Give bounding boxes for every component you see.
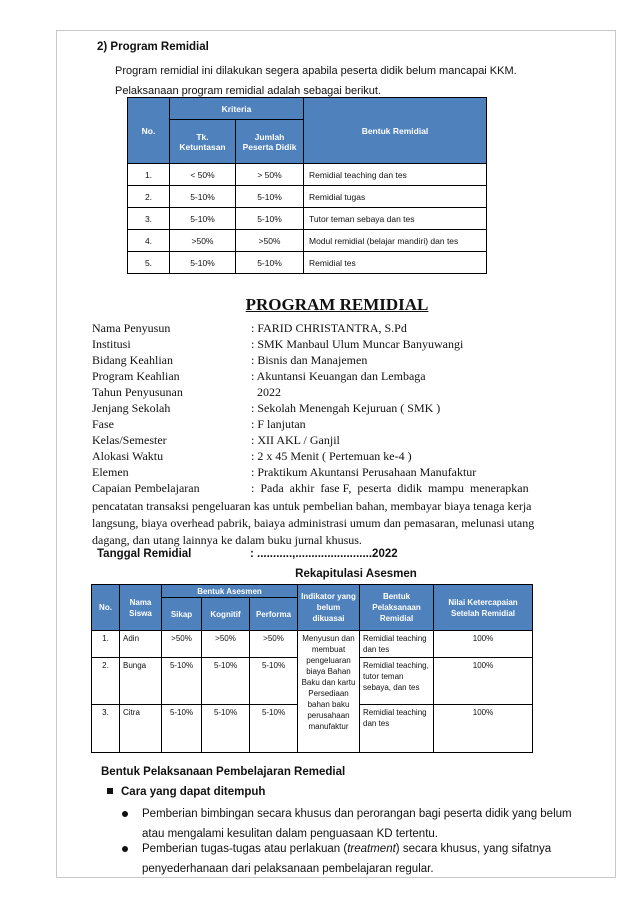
info-label: Bidang Keahlian xyxy=(92,353,173,367)
criteria-row xyxy=(128,186,487,208)
bullet-dot-icon xyxy=(122,811,128,817)
info-label: Institusi xyxy=(92,337,131,351)
assess-cell-bentuk: Remidial teaching, tutor teman sebaya, dan tes xyxy=(360,658,434,705)
criteria-cell-bentuk: Remidial teaching dan tes xyxy=(304,164,487,186)
criteria-cell-jumlah: 5-10% xyxy=(236,252,304,274)
assess-header-bentuk-pelaksanaan: Bentuk Pelaksanaan Remidial xyxy=(360,585,434,631)
assess-header-bentuk-asesmen: Bentuk Asesmen xyxy=(162,585,298,598)
assess-cell-kognitif: 5-10% xyxy=(202,705,250,753)
info-value: : XII AKL / Ganjil xyxy=(251,433,340,447)
assess-cell-performa: 5-10% xyxy=(250,705,298,753)
intro-line-2: Pelaksanaan program remidial adalah sebagai berikut. xyxy=(115,85,381,97)
assess-cell-performa: >50% xyxy=(250,631,298,658)
criteria-table xyxy=(127,97,487,274)
assess-cell-no: 2. xyxy=(92,658,120,705)
bentuk-pelaksanaan-title: Bentuk Pelaksanaan Pembelajaran Remedial xyxy=(101,766,346,778)
tanggal-value: : ...........,........................2022 xyxy=(250,548,398,560)
tanggal-label: Tanggal Remidial xyxy=(97,548,192,560)
info-value: : SMK Manbaul Ulum Muncar Banyuwangi xyxy=(251,337,464,351)
criteria-cell-tk: 5-10% xyxy=(170,252,236,274)
criteria-row xyxy=(128,230,487,252)
info-value: : F lanjutan xyxy=(251,417,306,431)
bullet-item xyxy=(122,804,592,844)
info-value: : Akuntansi Keuangan dan Lembaga xyxy=(251,369,426,383)
info-value: : Praktikum Akuntansi Perusahaan Manufaktur xyxy=(251,465,477,479)
assess-header-indikator: Indikator yang belum dikuasai xyxy=(298,585,360,631)
assess-header-performa: Performa xyxy=(250,598,298,631)
info-label: Jenjang Sekolah xyxy=(92,401,171,415)
assess-header-nilai: Nilai Ketercapaian Setelah Remidial xyxy=(434,585,533,631)
capaian-line-1: : Pada akhir fase F, peserta didik mampu menerapkan xyxy=(251,481,529,495)
bullet-2-line-2: penyederhanaan dari pelaksanaan pembelajaran regular. xyxy=(142,863,434,875)
info-label: Elemen xyxy=(92,465,129,479)
bullet-2-line-1 xyxy=(142,839,582,859)
assess-cell-kognitif: 5-10% xyxy=(202,658,250,705)
criteria-cell-jumlah: > 50% xyxy=(236,164,304,186)
capaian-line-2: pencatatan transaksi pengeluaran kas untuk pembelian bahan, membayar biaya tenaga kerja xyxy=(92,499,532,513)
criteria-row xyxy=(128,208,487,230)
criteria-cell-jumlah: 5-10% xyxy=(236,208,304,230)
assess-cell-nama: Adin xyxy=(120,631,162,658)
info-label: Alokasi Waktu xyxy=(92,449,164,463)
doc-title: PROGRAM REMIDIAL xyxy=(245,295,429,314)
document-page xyxy=(56,30,616,878)
info-label: Tahun Penyusunan xyxy=(92,385,183,399)
bullet-dot-icon xyxy=(122,846,128,852)
info-label: Kelas/Semester xyxy=(92,433,167,447)
intro-line-1: Program remidial ini dilakukan segera apabila peserta didik belum mancapai KKM. xyxy=(115,65,517,77)
assess-cell-no: 3. xyxy=(92,705,120,753)
criteria-cell-tk: 5-10% xyxy=(170,208,236,230)
info-value: : FARID CHRISTANTRA, S.Pd xyxy=(251,321,407,335)
assess-cell-nama: Citra xyxy=(120,705,162,753)
info-value: : Sekolah Menengah Kejuruan ( SMK ) xyxy=(251,401,441,415)
bullet-2-text-c: ) secara khusus, yang sifatnya xyxy=(395,843,552,855)
assess-header-nama: Nama Siswa xyxy=(120,585,162,631)
assess-cell-bentuk: Remidial teaching dan tes xyxy=(360,705,434,753)
bullet-1-line-1: Pemberian bimbingan secara khusus dan perorangan bagi peserta didik yang belum xyxy=(142,808,572,820)
capaian-line-4: dagang, dan utang lainnya ke dalam buku jurnal khusus. xyxy=(92,533,362,547)
assess-cell-bentuk: Remidial teaching dan tes xyxy=(360,631,434,658)
assess-header-kognitif: Kognitif xyxy=(202,598,250,631)
criteria-header-tk: Tk. Ketuntasan xyxy=(170,120,236,164)
assess-row xyxy=(92,631,533,658)
criteria-row xyxy=(128,164,487,186)
assess-cell-nilai: 100% xyxy=(434,705,533,753)
assess-cell-sikap: 5-10% xyxy=(162,705,202,753)
criteria-cell-tk: < 50% xyxy=(170,164,236,186)
criteria-cell-bentuk: Remidial tugas xyxy=(304,186,487,208)
assessment-table xyxy=(91,584,533,753)
criteria-header-jumlah: Jumlah Peserta Didik xyxy=(236,120,304,164)
assess-cell-no: 1. xyxy=(92,631,120,658)
criteria-header-kriteria: Kriteria xyxy=(170,98,304,120)
criteria-cell-jumlah: >50% xyxy=(236,230,304,252)
assess-header-no: No. xyxy=(92,585,120,631)
capaian-label: Capaian Pembelajaran xyxy=(92,481,200,495)
criteria-cell-no: 5. xyxy=(128,252,170,274)
criteria-header-bentuk: Bentuk Remidial xyxy=(304,98,487,164)
info-label: Fase xyxy=(92,417,114,431)
assess-cell-kognitif: >50% xyxy=(202,631,250,658)
assess-cell-performa: 5-10% xyxy=(250,658,298,705)
criteria-cell-jumlah: 5-10% xyxy=(236,186,304,208)
info-label: Nama Penyusun xyxy=(92,321,171,335)
info-value: 2022 xyxy=(251,385,281,399)
criteria-cell-bentuk: Tutor teman sebaya dan tes xyxy=(304,208,487,230)
criteria-cell-no: 2. xyxy=(128,186,170,208)
criteria-cell-tk: >50% xyxy=(170,230,236,252)
bullet-1-line-2: atau mengalami kesulitan dalam penguasaan KD tertentu. xyxy=(142,828,438,840)
criteria-cell-tk: 5-10% xyxy=(170,186,236,208)
info-label: Program Keahlian xyxy=(92,369,180,383)
assess-cell-nilai: 100% xyxy=(434,658,533,705)
capaian-line-3: langsung, biaya overhead pabrik, baiaya administrasi umum dan pemasaran, melunasi utang xyxy=(92,516,535,530)
assess-header-sikap: Sikap xyxy=(162,598,202,631)
bullet-2-text-italic: treatment xyxy=(347,843,396,855)
assess-cell-nama: Bunga xyxy=(120,658,162,705)
criteria-cell-no: 1. xyxy=(128,164,170,186)
bullet-2-text-a: Pemberian tugas-tugas atau perlakuan ( xyxy=(142,843,348,855)
square-bullet-icon xyxy=(107,788,113,794)
cara-heading xyxy=(107,786,265,798)
info-value: : 2 x 45 Menit ( Pertemuan ke-4 ) xyxy=(251,449,412,463)
assess-cell-indikator: Menyusun dan membuat pengeluaran biaya Bahan Baku dan kartu Persediaan bahan baku perusahaan manufaktur xyxy=(298,631,360,753)
criteria-cell-bentuk: Remidial tes xyxy=(304,252,487,274)
criteria-cell-no: 4. xyxy=(128,230,170,252)
info-value: : Bisnis dan Manajemen xyxy=(251,353,368,367)
assess-cell-sikap: >50% xyxy=(162,631,202,658)
criteria-row xyxy=(128,252,487,274)
cara-label: Cara yang dapat ditempuh xyxy=(121,786,266,798)
criteria-header-no: No. xyxy=(128,98,170,164)
rekap-title: Rekapitulasi Asesmen xyxy=(295,568,417,580)
bullet-item xyxy=(122,839,592,879)
section-title: 2) Program Remidial xyxy=(97,41,209,53)
assess-cell-nilai: 100% xyxy=(434,631,533,658)
assess-cell-sikap: 5-10% xyxy=(162,658,202,705)
criteria-cell-bentuk: Modul remidial (belajar mandiri) dan tes xyxy=(304,230,487,252)
criteria-cell-no: 3. xyxy=(128,208,170,230)
